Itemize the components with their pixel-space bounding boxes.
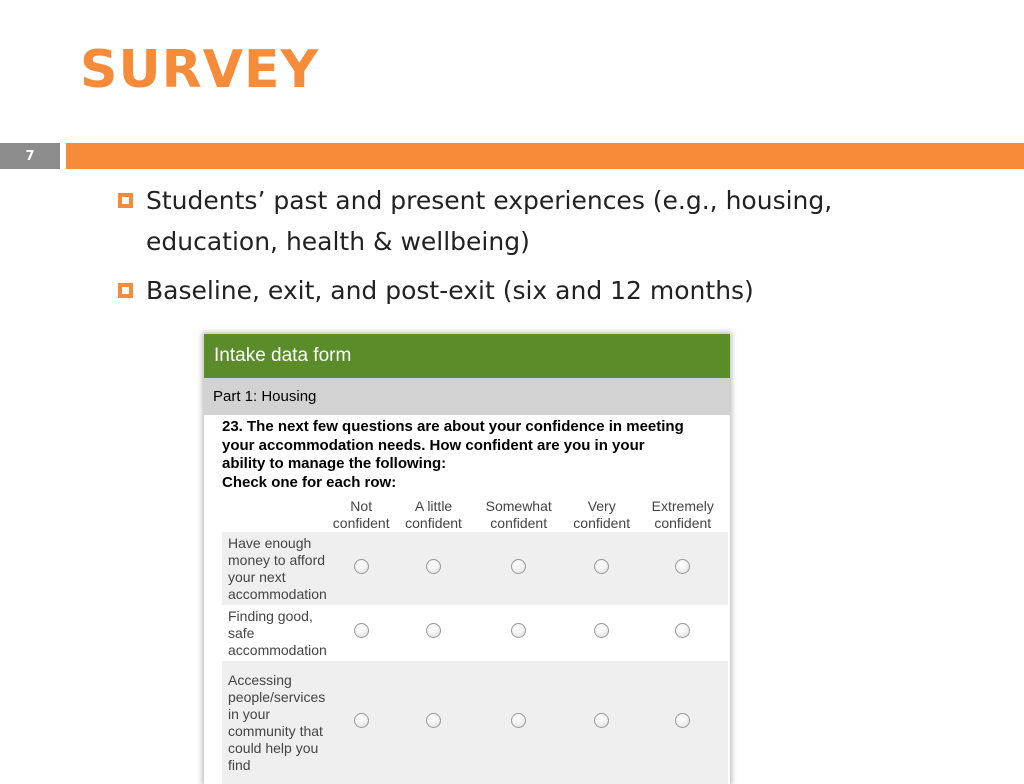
radio-somewhat-confident[interactable]	[511, 713, 526, 728]
bullet-item	[118, 180, 898, 262]
column-header: A little confident	[405, 497, 462, 531]
row-label: Finding good, safe accommodation	[228, 607, 327, 658]
radio-not-confident[interactable]	[354, 713, 369, 728]
question-text	[222, 418, 730, 492]
row-label: Accessing people/services in your community that could help you find	[222, 661, 327, 784]
column-header: Not confident	[332, 497, 390, 531]
grid-row	[222, 532, 728, 605]
grid-row	[222, 605, 728, 661]
question-line: ability to manage the following:	[222, 455, 447, 472]
radio-very-confident[interactable]	[594, 559, 609, 574]
radio-a-little-confident[interactable]	[426, 623, 441, 638]
slide-number: 7	[0, 143, 60, 169]
grid-header-row	[222, 497, 728, 532]
column-header: Somewhat confident	[485, 497, 552, 531]
radio-very-confident[interactable]	[594, 713, 609, 728]
question-instruction: Check one for each row:	[222, 473, 397, 491]
grid-corner	[222, 497, 327, 532]
form-section-title: Part 1: Housing	[204, 378, 730, 415]
radio-a-little-confident[interactable]	[426, 559, 441, 574]
slide-title: SURVEY	[80, 40, 320, 100]
bullet-list	[118, 180, 898, 319]
row-label: Have enough money to afford your next accommodation	[222, 532, 327, 605]
radio-somewhat-confident[interactable]	[511, 623, 526, 638]
radio-a-little-confident[interactable]	[426, 713, 441, 728]
square-bullet-icon	[118, 283, 133, 298]
column-header: Very confident	[573, 497, 631, 531]
question-line: your accommodation needs. How confident are you in your	[222, 436, 645, 454]
square-bullet-icon	[118, 193, 133, 208]
bullet-item	[118, 270, 898, 311]
column-header: Extremely confident	[651, 497, 714, 531]
title-divider-bar	[66, 143, 1024, 169]
radio-extremely-confident[interactable]	[675, 713, 690, 728]
likert-grid	[222, 497, 728, 784]
radio-extremely-confident[interactable]	[675, 623, 690, 638]
grid-row	[222, 661, 728, 784]
form-header: Intake data form	[204, 334, 730, 378]
radio-not-confident[interactable]	[354, 559, 369, 574]
question-line: 23. The next few questions are about your confidence in meeting	[222, 418, 684, 435]
bullet-text: Baseline, exit, and post-exit (six and 12 months)	[146, 276, 754, 305]
radio-very-confident[interactable]	[594, 623, 609, 638]
intake-form-screenshot	[204, 334, 730, 784]
radio-extremely-confident[interactable]	[675, 559, 690, 574]
radio-not-confident[interactable]	[354, 623, 369, 638]
radio-somewhat-confident[interactable]	[511, 559, 526, 574]
bullet-text: Students’ past and present experiences (e.g., housing, education, health & wellbeing)	[146, 186, 833, 256]
